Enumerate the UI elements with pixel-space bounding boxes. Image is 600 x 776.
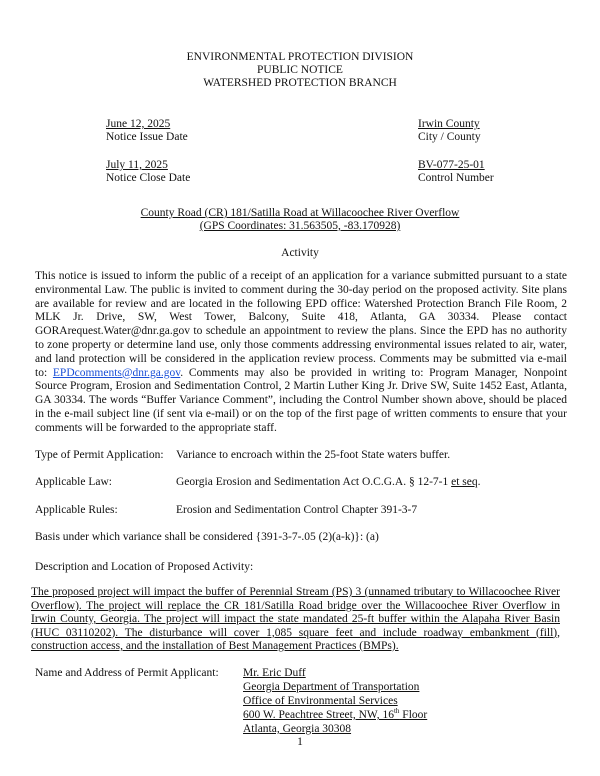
header-notice: PUBLIC NOTICE [257, 64, 343, 76]
header-division: ENVIRONMENTAL PROTECTION DIVISION [186, 51, 414, 63]
project-title: County Road (CR) 181/Satilla Road at Willacoochee River Overflow [140, 207, 460, 219]
applicable-law-label: Applicable Law: [35, 476, 112, 488]
applicant-label: Name and Address of Permit Applicant: [35, 667, 219, 679]
law-value-end: . [477, 476, 481, 488]
description-body: The proposed project will impact the buffer of Perennial Stream (PS) 3 (unnamed tributary to Willacoochee River Overflow). The project will replace the CR 181/Satilla Road bridge over the Willacoochee River Overflow in Irwin County, Georgia. The project will impact the state mandated 25-ft buffer within the Alapaha River Basin (HUC 03110202). The disturbance will cover 1,085 square feet and include roadway embankment (fill), construction access, and the installation of Best Management Practices (BMPs). [31, 586, 560, 652]
header-branch: WATERSHED PROTECTION BRANCH [203, 77, 397, 89]
county-label: City / County [418, 131, 481, 143]
control-number-value: BV-077-25-01 [418, 159, 485, 171]
issue-date-label: Notice Issue Date [106, 131, 188, 143]
activity-body [35, 270, 567, 436]
permit-type-value: Variance to encroach within the 25-foot State waters buffer. [176, 449, 451, 461]
activity-body-part1: This notice is issued to inform the public of a receipt of an application for a variance submitted pursuant to a state environmental Law. The public is invited to comment during the 30-day period on the proposed activity. Site plans are available for review and are located in the following EPD office: Watershed Protection Branch File Room, 2 MLK Jr. Drive, SW, West Tower, Balcony, Suite 418, Atlanta, GA 30334. Please contact GORArequest.Water@dnr.ga.gov to schedule an appointment to review the plans. Since the EPD has no authority to zone property or determine land use, only those comments addressing environmental issues related to air, water, and land protection will be considered in the application review process. Comments may be submitted via e-mail to: [35, 270, 567, 379]
street-floor: Floor [399, 709, 428, 721]
county-value: Irwin County [418, 118, 480, 130]
law-value-main: Georgia Erosion and Sedimentation Act O.C.G.A. § 12-7-1 [176, 476, 452, 488]
page-number: 1 [297, 736, 303, 748]
activity-body-part2: . Comments may also be provided in writing to: Program Manager, Nonpoint Source Program, Erosion and Sedimentation Control, 2 Martin Luther King Jr. Drive SW, Suite 1452 East, Atlanta, GA 30334. The words “Buffer Variance Comment”, including the Control Number shown above, should be placed in the e-mail subject line (if sent via e-mail) or on the top of the first page of written comments to ensure that your comments will be forwarded to the appropriate staff. [35, 366, 568, 434]
law-value-et-seq: et seq [451, 476, 478, 488]
applicant-name: Mr. Eric Duff [243, 667, 306, 679]
applicable-law-value [176, 476, 481, 489]
description-heading: Description and Location of Proposed Activity: [35, 561, 254, 573]
permit-type-label: Type of Permit Application: [35, 449, 164, 461]
applicant-city: Atlanta, Georgia 30308 [243, 723, 352, 735]
applicant-organization: Georgia Department of Transportation [243, 681, 420, 693]
epd-comments-email-link[interactable]: EPDcomments@dnr.ga.gov [52, 366, 181, 379]
gps-coordinates: (GPS Coordinates: 31.563505, -83.170928) [199, 220, 401, 232]
close-date-value: July 11, 2025 [106, 159, 168, 171]
activity-heading: Activity [281, 247, 319, 259]
close-date-label: Notice Close Date [106, 172, 191, 184]
issue-date-value: June 12, 2025 [106, 118, 171, 130]
control-number-label: Control Number [418, 172, 494, 184]
variance-basis: Basis under which variance shall be considered {391-3-7-.05 (2)(a-k)}: (a) [35, 531, 379, 543]
applicant-office: Office of Environmental Services [243, 695, 398, 707]
street-ordinal: th [393, 707, 400, 716]
applicable-rules-value: Erosion and Sedimentation Control Chapter 391-3-7 [176, 504, 418, 516]
applicable-rules-label: Applicable Rules: [35, 504, 118, 516]
street-main: 600 W. Peachtree Street, NW, 16 [243, 709, 394, 721]
applicant-street [243, 709, 427, 722]
